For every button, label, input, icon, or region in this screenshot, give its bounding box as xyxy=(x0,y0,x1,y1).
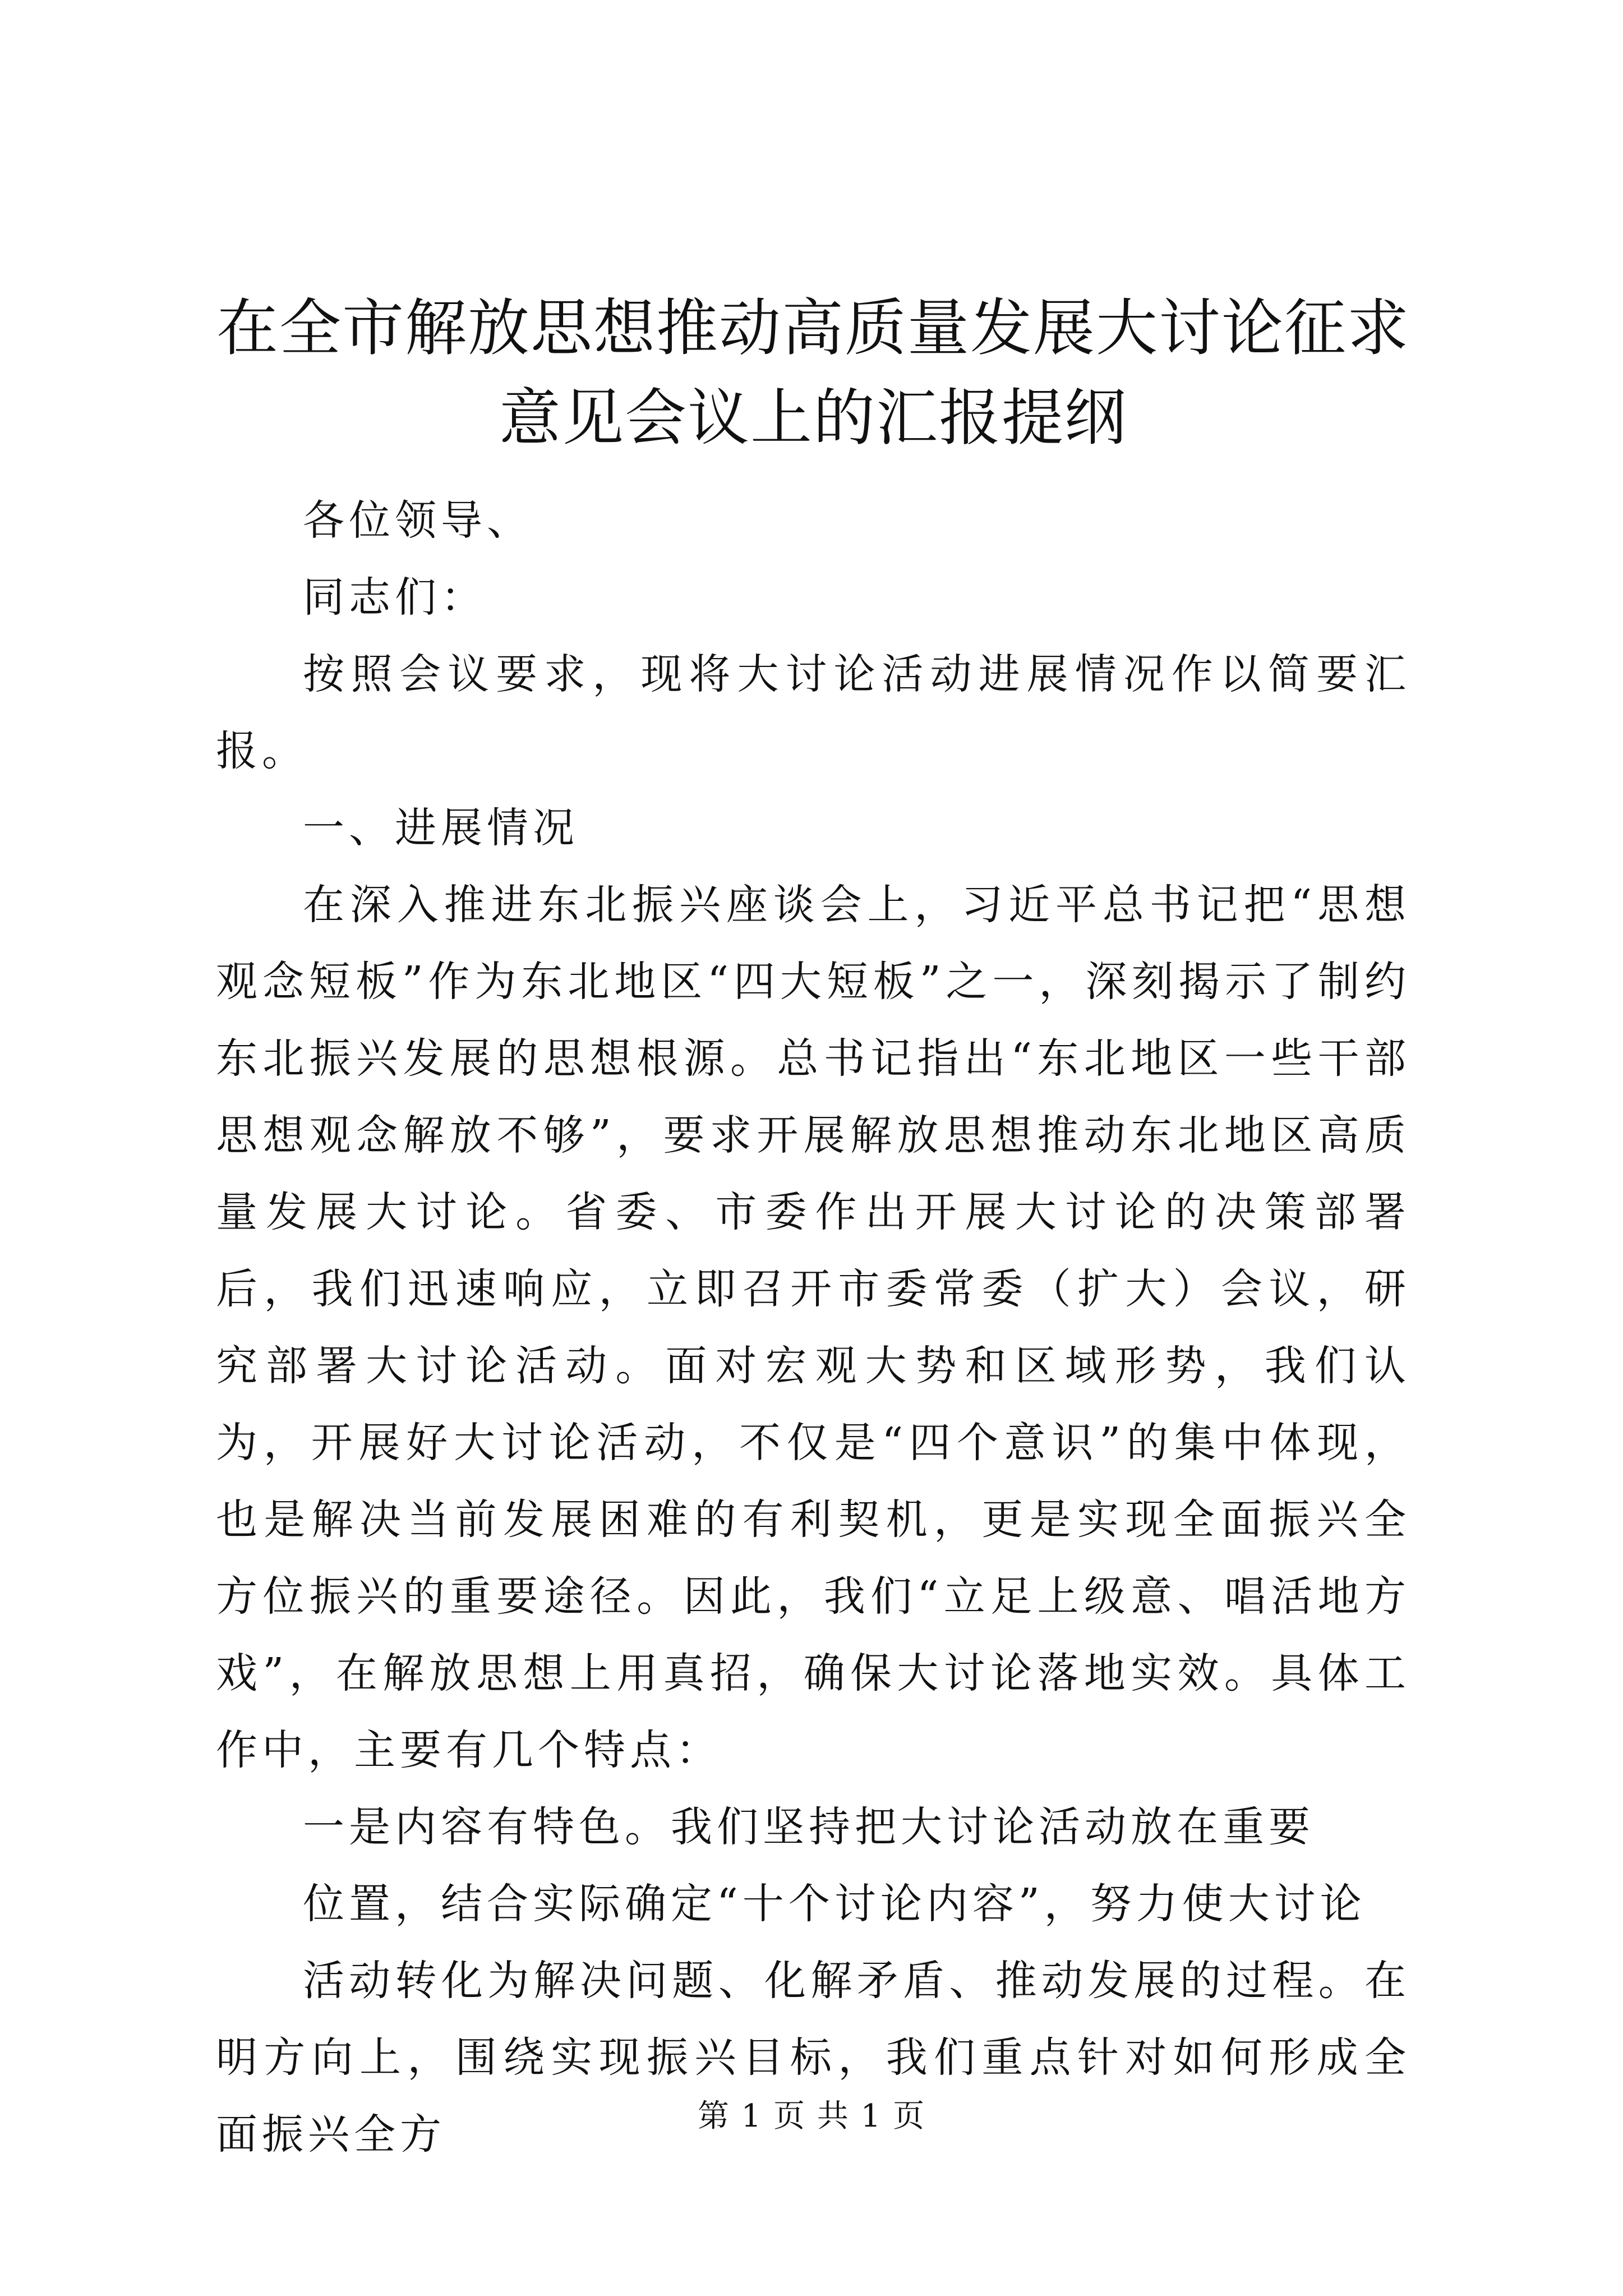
document-title: 在全市解放思想推动高质量发展大讨论征求意见会议上的汇报提纲 xyxy=(216,292,1410,454)
document-body xyxy=(216,482,1410,2173)
paragraph-point-one-cont-1: 位置，结合实际确定“十个讨论内容”，努力使大讨论 xyxy=(303,1880,1366,1928)
paragraph-salutation-1: 各位领导、 xyxy=(303,496,533,545)
paragraph-intro: 按照会议要求，现将大讨论活动进展情况作以简要汇报。 xyxy=(216,650,1410,775)
section-heading-progress: 一、进展情况 xyxy=(303,804,579,852)
paragraph-progress-detail: 在深入推进东北振兴座谈会上，习近平总书记把“思想观念短板”作为东北地区“四大短板”之一，深刻揭示了制约东北振兴发展的思想根源。总书记指出“东北地区一些干部思想观念解放不够”，要求开展解放思想推动东北地区高质量发展大讨论。省委、市委作出开展大讨论的决策部署后，我们迅速响应，立即召开市委常委（扩大）会议，研究部署大讨论活动。面对宏观大势和区域形势，我们认为，开展好大讨论活动，不仅是“四个意识”的集中体现，也是解决当前发展困难的有利契机，更是实现全面振兴全方位振兴的重要途径。因此，我们“立足上级意、唱活地方戏”，在解放思想上用真招，确保大讨论落地实效。具体工作中，主要有几个特点： xyxy=(216,881,1410,1774)
paragraph-point-one: 一是内容有特色。我们坚持把大讨论活动放在重要 xyxy=(303,1803,1315,1851)
paragraph-salutation-2: 同志们： xyxy=(303,573,487,622)
page-footer: 第 1 页 共 1 页 xyxy=(697,2098,926,2134)
paragraph-point-one-cont-2: 活动转化为解决问题、化解矛盾、推动发展的过程。在明方向上，围绕实现振兴目标，我们重点针对如何形成全面振兴全方 xyxy=(216,1957,1410,2159)
